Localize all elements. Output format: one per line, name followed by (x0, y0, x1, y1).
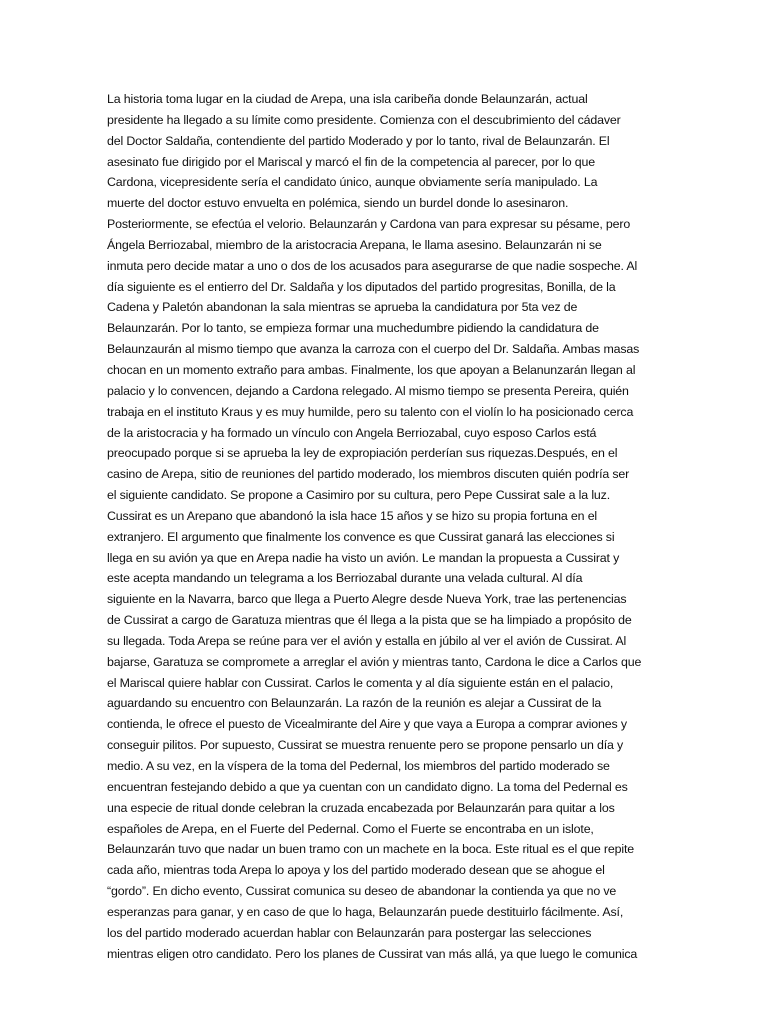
text-line: Posteriormente, se efectúa el velorio. Belaunzarán y Cardona van para expresar su pésame, pero (107, 217, 631, 232)
text-line: Belaunzaurán al mismo tiempo que avanza la carroza con el cuerpo del Dr. Saldaña. Ambas masas (107, 342, 640, 357)
text-line: este acepta mandando un telegrama a los Berriozabal durante una velada cultural. Al día (107, 571, 583, 586)
text-line: palacio y lo convencen, dejando a Cardona relegado. Al mismo tiempo se presenta Pereira, quién (107, 383, 629, 398)
text-line: llega en su avión ya que en Arepa nadie ha visto un avión. Le mandan la propuesta a Cussirat y (107, 550, 620, 565)
text-line: una especie de ritual donde celebran la cruzada encabezada por Belaunzarán para quitar a los (107, 800, 615, 815)
text-line: conseguir pilitos. Por supuesto, Cussirat se muestra renuente pero se propone pensarlo un día y (107, 738, 624, 753)
text-line: trabaja en el instituto Kraus y es muy humilde, pero su talento con el violín lo ha posicionado cerca (107, 404, 634, 419)
text-line: casino de Arepa, sitio de reuniones del partido moderado, los miembros discuten quién podría ser (107, 467, 630, 482)
text-line: Belaunzarán. Por lo tanto, se empieza formar una muchedumbre pidiendo la candidatura de (107, 321, 599, 336)
text-line: preocupado porque si se aprueba la ley de expropiación perderían sus riquezas.Después, en el (107, 446, 618, 461)
text-line: cada año, mientras toda Arepa lo apoya y los del partido moderado desean que se ahogue el (107, 863, 605, 878)
text-line: Cussirat es un Arepano que abandonó la isla hace 15 años y se hizo su propia fortuna en el (107, 508, 598, 523)
text-line: esperanzas para ganar, y en caso de que lo haga, Belaunzarán puede destituirlo fácilmente. Así, (107, 904, 624, 919)
text-line: asesinato fue dirigido por el Mariscal y marcó el fin de la competencia al parecer, por lo que (107, 154, 595, 169)
text-line: de la aristocracia y ha formado un vínculo con Angela Berriozabal, cuyo esposo Carlos está (107, 425, 597, 440)
text-line: siguiente en la Navarra, barco que llega a Puerto Alegre desde Nueva York, trae las pertenencias (107, 592, 627, 607)
text-line: Cadena y Paletón abandonan la sala mientras se aprueba la candidatura por 5ta vez de (107, 300, 578, 315)
text-line: bajarse, Garatuza se compromete a arreglar el avión y mientras tanto, Cardona le dice a Carlos que (107, 654, 642, 669)
text-line: aguardando su encuentro con Belaunzarán. La razón de la reunión es alejar a Cussirat de la (107, 696, 602, 711)
text-line: el Mariscal quiere hablar con Cussirat. Carlos le comenta y al día siguiente están en el palacio, (107, 675, 614, 690)
text-line: día siguiente es el entierro del Dr. Saldaña y los diputados del partido progresitas, Bonilla, de la (107, 279, 616, 294)
text-line: de Cussirat a cargo de Garatuza mientras que él llega a la pista que se ha limpiado a propósito de (107, 613, 632, 628)
text-line: su llegada. Toda Arepa se reúne para ver el avión y estalla en júbilo al ver el avión de Cussirat. Al (107, 633, 627, 648)
text-line: el siguiente candidato. Se propone a Casimiro por su cultura, pero Pepe Cussirat sale a la luz. (107, 488, 611, 503)
text-line: españoles de Arepa, en el Fuerte del Pedernal. Como el Fuerte se encontraba en un islote, (107, 821, 594, 836)
text-line: Ángela Berriozabal, miembro de la aristocracia Arepana, le llama asesino. Belaunzarán ni se (107, 237, 602, 252)
text-line: “gordo”. En dicho evento, Cussirat comunica su deseo de abandonar la contienda ya que no ve (107, 884, 617, 899)
text-line: medio. A su vez, en la víspera de la toma del Pedernal, los miembros del partido moderado se (107, 759, 610, 773)
text-line: presidente ha llegado a su límite como presidente. Comienza con el descubrimiento del cádaver (107, 112, 621, 127)
text-line: del Doctor Saldaña, contendiente del partido Moderado y por lo tanto, rival de Belaunzarán. El (107, 133, 610, 148)
text-line: muerte del doctor estuvo envuelta en polémica, siendo un burdel donde lo asesinaron. (107, 196, 569, 211)
text-line: extranjero. El argumento que finalmente los convence es que Cussirat ganará las elecciones si (107, 529, 615, 544)
text-line: Belaunzarán tuvo que nadar un buen tramo con un machete en la boca. Este ritual es el que repite (107, 842, 635, 857)
text-line: mientras eligen otro candidato. Pero los planes de Cussirat van más allá, ya que luego le comunica (107, 946, 638, 961)
text-line: La historia toma lugar en la ciudad de Arepa, una isla caribeña donde Belaunzarán, actual (107, 92, 588, 106)
text-line: contienda, le ofrece el puesto de Vicealmirante del Aire y que vaya a Europa a comprar aviones y (107, 717, 627, 732)
text-line: los del partido moderado acuerdan hablar con Belaunzarán para postergar las selecciones (107, 925, 592, 940)
text-line: chocan en un momento extraño para ambas. Finalmente, los que apoyan a Belanunzarán llegan al (107, 362, 636, 377)
text-line: inmuta pero decide matar a uno o dos de los acusados para asegurarse de que nadie sospeche. Al (107, 258, 638, 273)
text-line: Cardona, vicepresidente sería el candidato único, aunque obviamente sería manipulado. La (107, 175, 598, 190)
document-body (107, 89, 667, 964)
text-line: encuentran festejando debido a que ya cuentan con un candidato digno. La toma del Pedernal es (107, 779, 628, 794)
